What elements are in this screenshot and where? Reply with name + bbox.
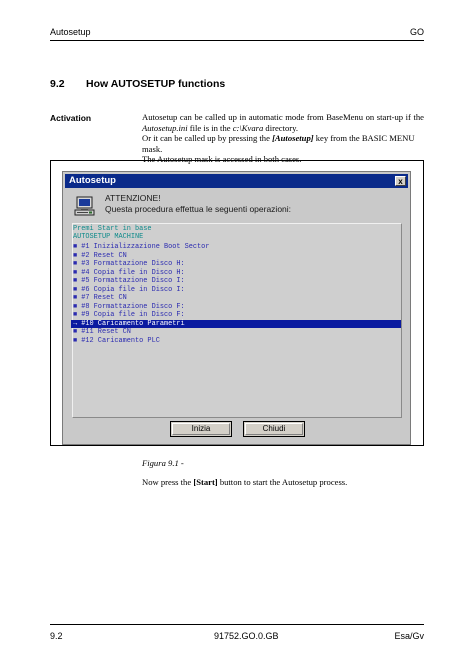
operations-listbox[interactable] — [72, 223, 402, 418]
directory-path: c:\Kvara — [232, 122, 264, 133]
computer-icon — [74, 195, 96, 217]
activation-line-4: The Autosetup mask is accessed in both cases. — [142, 154, 302, 165]
list-item[interactable]: ■ #6 Copia file in Disco I: — [73, 285, 185, 294]
page-header — [50, 27, 424, 39]
start-button[interactable]: Inizia — [170, 421, 232, 437]
list-header-2: AUTOSETUP MACHINE — [73, 233, 144, 241]
message-body: Questa procedura effettua le seguenti operazioni: — [105, 203, 292, 214]
footer-page: 9.2 — [50, 631, 63, 641]
dialog-titlebar[interactable] — [65, 174, 408, 188]
header-code: GO — [409, 27, 424, 37]
list-item[interactable]: ■ #2 Reset CN — [73, 251, 127, 260]
section-title: How AUTOSETUP functions — [86, 78, 226, 90]
header-rule — [50, 40, 424, 41]
start-key: [Start] — [193, 477, 218, 487]
header-title: Autosetup — [50, 27, 91, 37]
activation-line-1: Autosetup can be called up in automatic mode from BaseMenu on start-up if the — [142, 112, 424, 122]
message-title: ATTENZIONE! — [105, 193, 161, 203]
autosetup-dialog — [62, 171, 411, 445]
footer-rule — [50, 624, 424, 625]
close-button[interactable]: Chiudi — [243, 421, 305, 437]
section-number: 9.2 — [50, 78, 65, 90]
figure-caption: Figura 9.1 - — [142, 458, 184, 468]
footer-author: Esa/Gv — [394, 631, 424, 641]
activation-paragraph — [142, 112, 424, 165]
list-item[interactable]: ■ #3 Formattazione Disco H: — [73, 260, 185, 268]
list-item[interactable]: ■ #11 Reset CN — [73, 328, 131, 336]
activation-label: Activation — [50, 113, 92, 123]
list-item[interactable]: ■ #7 Reset CN — [73, 294, 127, 302]
autosetup-key: [Autosetup] — [272, 133, 314, 144]
list-header-1: Premi Start in base — [73, 225, 152, 233]
dialog-title: Autosetup — [69, 175, 116, 186]
list-item-selected[interactable]: → #10 Caricamento Parametri — [71, 320, 401, 328]
list-item[interactable]: ■ #8 Formattazione Disco F: — [73, 302, 185, 311]
activation-line-2: Autosetup.ini file is in the c:\Kvara directory. — [142, 122, 299, 133]
close-icon[interactable]: x — [395, 176, 406, 186]
list-item[interactable]: ■ #12 Caricamento PLC — [73, 336, 160, 345]
list-item[interactable]: ■ #9 Copia file in Disco F: — [73, 311, 185, 319]
dialog-message — [105, 193, 291, 214]
list-item[interactable]: ■ #4 Copia file in Disco H: — [73, 268, 185, 277]
instruction-text: Now press the [Start] button to start the Autosetup process. — [142, 477, 348, 487]
list-item[interactable]: ■ #5 Formattazione Disco I: — [73, 277, 185, 285]
activation-line-3: Or it can be called up by pressing the [Autosetup] key from the BASIC MENU mask. — [142, 133, 415, 154]
footer-doc-code: 91752.GO.0.GB — [214, 631, 279, 641]
list-item[interactable]: ■ #1 Inizializzazione Boot Sector — [73, 243, 210, 251]
ini-filename: Autosetup.ini — [142, 122, 188, 133]
